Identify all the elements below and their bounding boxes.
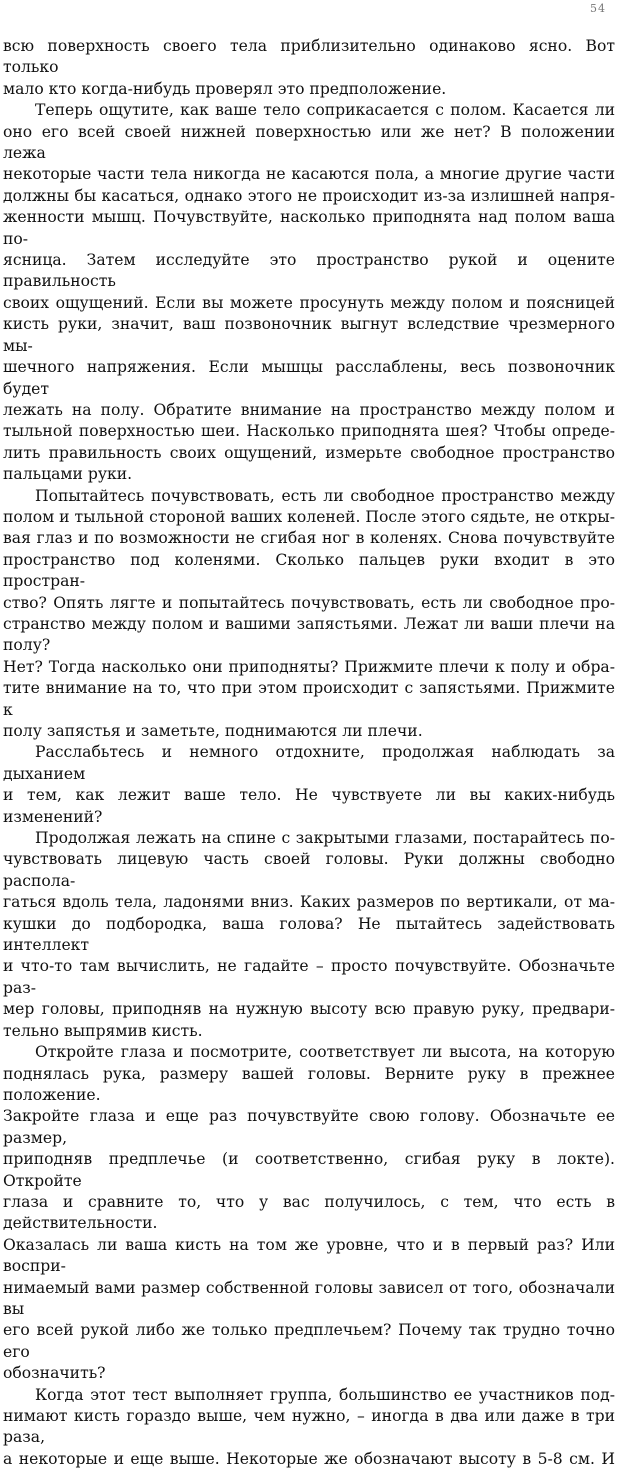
text-line: женности мышц. Почувствуйте, насколько приподнята над полом ваша по- <box>3 208 615 248</box>
text-line: Теперь ощутите, как ваше тело соприкасается с полом. Касается ли <box>35 101 615 120</box>
text-line: пространство под коленями. Сколько пальцев руки входит в это простран- <box>3 550 615 591</box>
text-line: всю поверхность своего тела приблизительно одинаково ясно. Вот только <box>3 37 615 77</box>
text-line: и что-то там вычислить, не гадайте – просто почувствуйте. Обозначьте раз- <box>3 957 615 997</box>
text-line: кисть руки, значит, ваш позвоночник выгнут вследствие чрезмерного мы- <box>3 315 615 355</box>
text-line: поднялась рука, размеру вашей головы. Верните руку в прежнее положение. <box>3 1064 615 1104</box>
text-line: тельно выпрямив кисть. <box>3 1021 203 1040</box>
text-line: мало кто когда-нибудь проверял это предположение. <box>3 79 447 98</box>
text-line: вая глаз и по возможности не сгибая ног в коленях. Снова почувствуйте <box>3 529 615 548</box>
text-line: чувствовать лицевую часть своей головы. Руки должны свободно распола- <box>3 850 615 890</box>
text-line: ясница. Затем исследуйте это пространство рукой и оцените правильность <box>3 251 615 291</box>
text-line: полу запястья и заметьте, поднимаются ли плечи. <box>3 722 423 740</box>
text-line: полом и тыльной стороной ваших коленей. После этого сядьте, не откры- <box>3 507 615 526</box>
text-line: своих ощущений. Если вы можете просунуть между полом и поясницей <box>3 293 615 312</box>
text-line: некоторые части тела никогда не касаются пола, а многие другие части <box>3 165 615 184</box>
text-line: Закройте глаза и еще раз почувствуйте свою голову. Обозначьте ее размер, <box>3 1107 615 1147</box>
text-line: должны бы касаться, однако этого не происходит из-за излишней напря- <box>3 186 615 205</box>
text-line: кушки до подбородка, ваша голова? Не пытайтесь задействовать интеллект <box>3 914 615 955</box>
text-line: Расслабьтесь и немного отдохните, продолжая наблюдать за дыханием <box>3 743 615 783</box>
body-text <box>3 36 615 1470</box>
text-line: приподняв предплечье (и соответственно, сгибая руку в локте). Откройте <box>3 1150 615 1190</box>
text-line: и тем, как лежит ваше тело. Не чувствуете ли вы каких-нибудь изменений? <box>3 786 615 826</box>
text-line: Когда этот тест выполняет группа, большинство ее участников под- <box>35 1385 615 1404</box>
text-line: нимают кисть гораздо выше, чем нужно, – иногда в два или даже в три раза, <box>3 1407 615 1447</box>
text-line: странство между полом и вашими запястьями. Лежат ли ваши плечи на полу? <box>3 614 615 655</box>
text-line: Нет? Тогда насколько они приподняты? Прижмите плечи к полу и обра- <box>3 657 615 676</box>
text-line: Оказалась ли ваша кисть на том же уровне, что и в первый раз? Или воспри- <box>3 1235 615 1276</box>
text-line: тите внимание на то, что при этом происходит с запястьями. Прижмите к <box>3 679 615 719</box>
text-line: Откройте глаза и посмотрите, соответствует ли высота, на которую <box>35 1043 615 1062</box>
text-line: мер головы, приподняв на нужную высоту всю правую руку, предвари- <box>3 1000 615 1019</box>
text-line: его всей рукой либо же только предплечьем? Почему так трудно точно его <box>3 1321 615 1361</box>
text-line: шечного напряжения. Если мышцы расслаблены, весь позвоночник будет <box>3 358 615 398</box>
text-line: Продолжая лежать на спине с закрытыми глазами, постарайтесь по- <box>35 829 615 848</box>
page-number: 54 <box>590 2 606 15</box>
text-line: глаза и сравните то, что у вас получилось, с тем, что есть в действительности. <box>3 1192 615 1233</box>
text-line: нимаемый вами размер собственной головы зависел от того, обозначали вы <box>3 1278 615 1318</box>
text-line: лежать на полу. Обратите внимание на пространство между полом и <box>3 400 615 419</box>
text-line: Попытайтесь почувствовать, есть ли свободное пространство между <box>35 486 615 505</box>
text-line: а некоторые и еще выше. Некоторые же обозначают высоту в 5-8 см. И <box>3 1449 615 1468</box>
text-line: лить правильность своих ощущений, измерьте свободное пространство <box>3 443 615 462</box>
text-line: ство? Опять лягте и попытайтесь почувствовать, есть ли свободное про- <box>3 593 615 612</box>
text-line: оно его всей своей нижней поверхностью или же нет? В положении лежа <box>3 122 615 163</box>
text-line: обозначить? <box>3 1364 106 1383</box>
text-line: тыльной поверхностью шеи. Насколько приподнята шея? Чтобы опреде- <box>3 422 615 441</box>
text-line: пальцами руки. <box>3 465 133 484</box>
text-line: гаться вдоль тела, ладонями вниз. Каких размеров по вертикали, от ма- <box>3 893 615 912</box>
